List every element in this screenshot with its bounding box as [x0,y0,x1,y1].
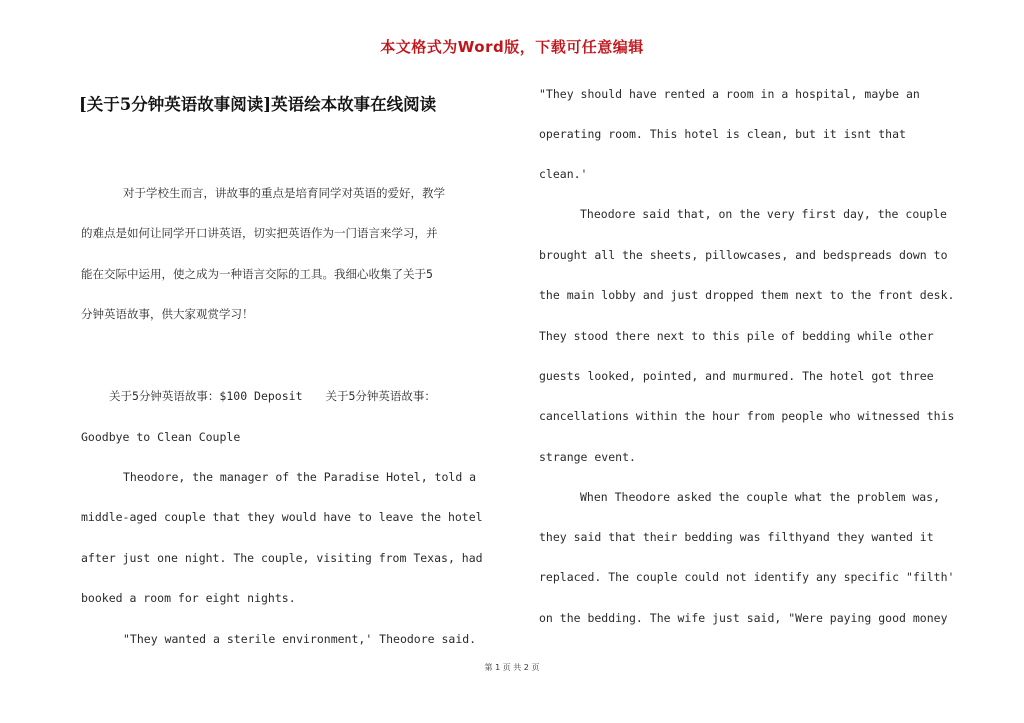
paragraph-line: Theodore, the manager of the Paradise Hotel, told a [123,470,477,484]
paragraph-line: 能在交际中运用，使之成为一种语言交际的工具。我细心收集了关于5 [81,267,433,281]
paragraph-line: clean.' [539,167,588,181]
paragraph-line: middle-aged couple that they would have to leave the hotel [81,510,483,524]
paragraph-line: guests looked, pointed, and murmured. The hotel got three [539,369,934,383]
paragraph-line: 对于学校生而言，讲故事的重点是培育同学对英语的爱好，教学 [123,186,445,200]
paragraph-line: 的难点是如何让同学开口讲英语，切实把英语作为一门语言来学习，并 [81,226,438,240]
paragraph-line: "They wanted a sterile environment,' Theodore said. [123,632,477,646]
paragraph-line: replaced. The couple could not identify any specific "filth' [539,570,955,584]
paragraph-line: "They should have rented a room in a hospital, maybe an [539,87,920,101]
paragraph-line: they said that their bedding was filthyand they wanted it [539,530,934,544]
paragraph-line: cancellations within the hour from people who witnessed this [539,409,955,423]
paragraph-line: after just one night. The couple, visiting from Texas, had [81,551,483,565]
paragraph-line: on the bedding. The wife just said, "Were paying good money [539,611,948,625]
paragraph-line: strange event. [539,450,636,464]
paragraph-line: Goodbye to Clean Couple [81,430,241,444]
paragraph-line: the main lobby and just dropped them next to the front desk. [539,288,955,302]
paragraph-line: When Theodore asked the couple what the problem was, [580,490,941,504]
page-number-footer: 第 1 页 共 2 页 [484,663,540,672]
document-title: [关于5分钟英语故事阅读]英语绘本故事在线阅读 [79,95,437,114]
paragraph-line: They stood there next to this pile of bedding while other [539,329,934,343]
paragraph-line: 关于5分钟英语故事：$100 Deposit 关于5分钟英语故事： [109,389,436,403]
paragraph-line: booked a room for eight nights. [81,591,296,605]
paragraph-line: brought all the sheets, pillowcases, and bedspreads down to [539,248,948,262]
word-edit-banner: 本文格式为Word版，下载可任意编辑 [380,38,644,56]
paragraph-line: 分钟英语故事，供大家观赏学习！ [81,307,254,321]
paragraph-line: Theodore said that, on the very first day, the couple [580,207,947,221]
paragraph-line: operating room. This hotel is clean, but it isnt that [539,127,906,141]
